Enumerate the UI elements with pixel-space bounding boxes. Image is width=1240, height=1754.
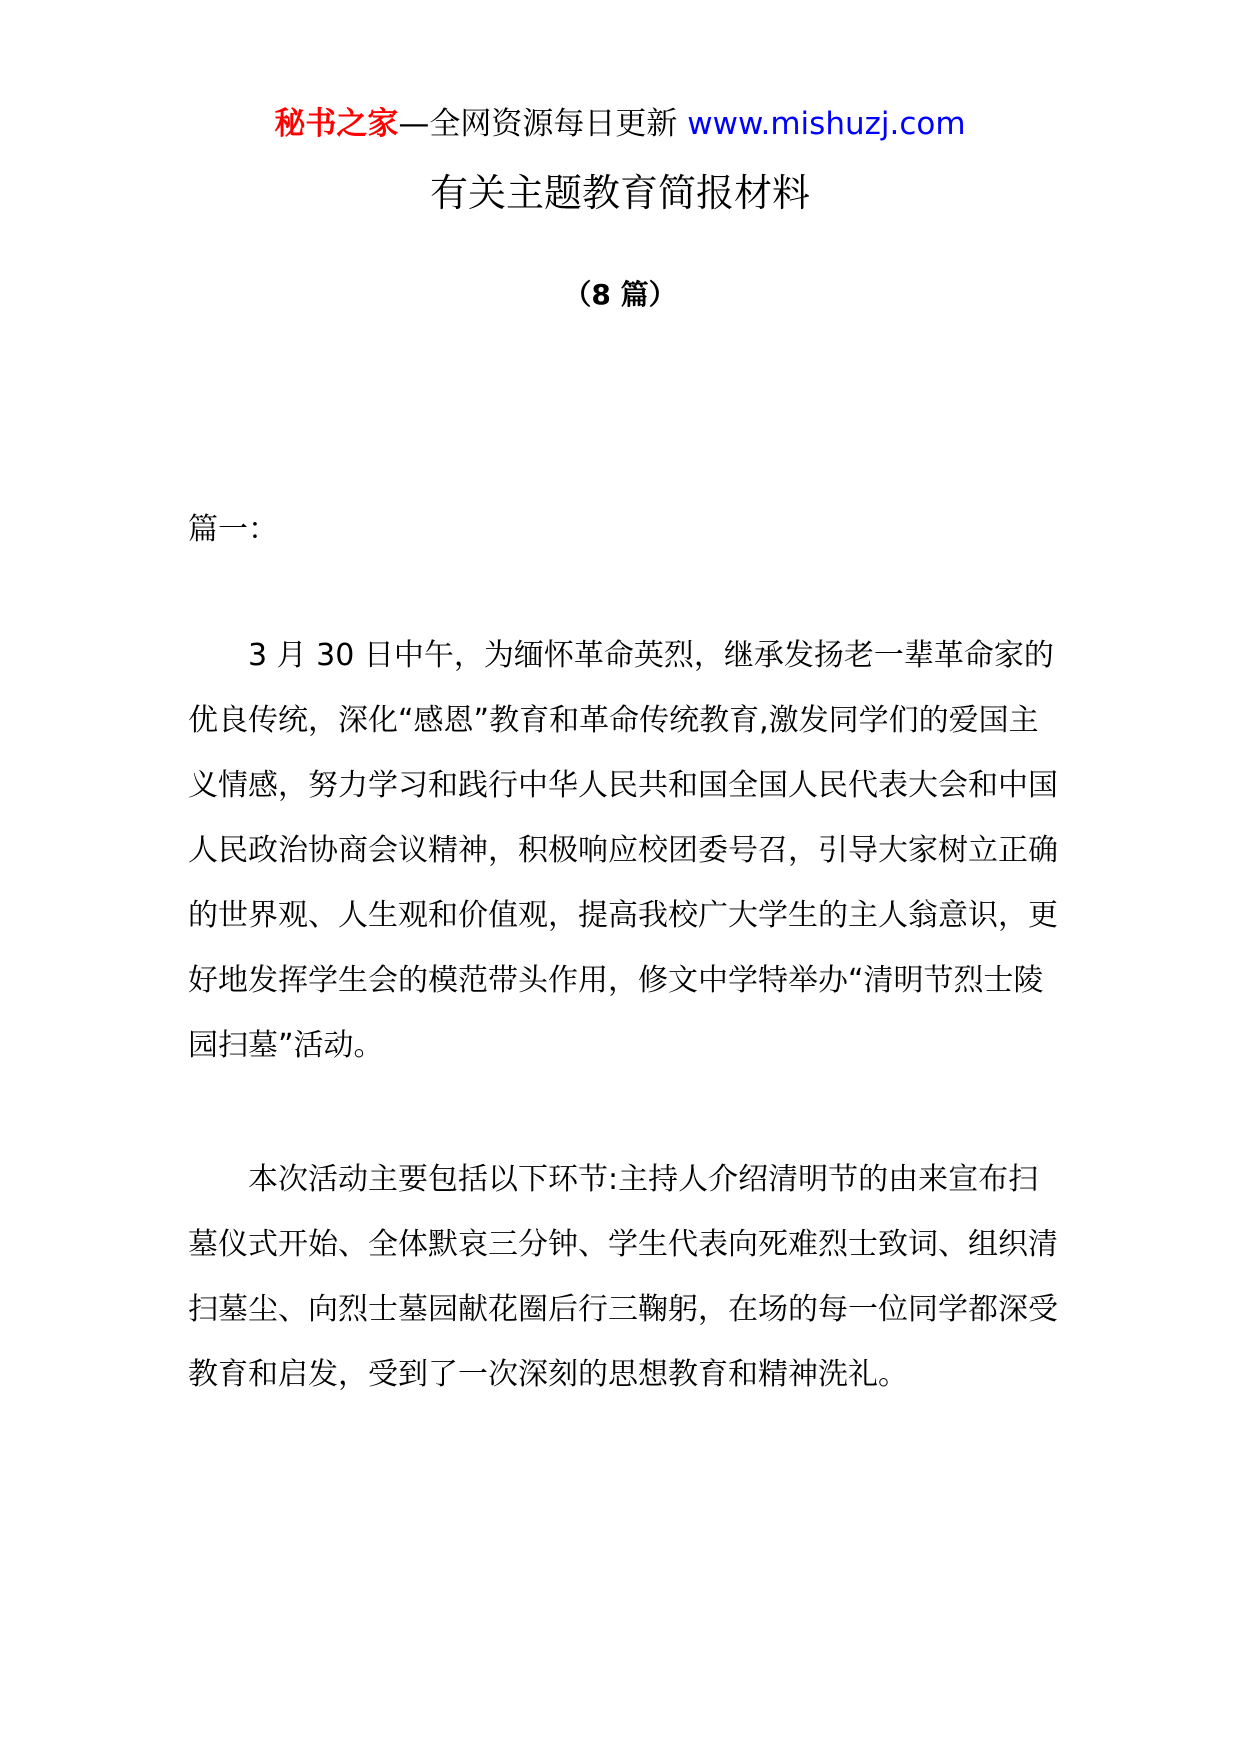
site-url-link[interactable]: www.mishuzj.com (687, 106, 966, 142)
body-paragraph-2: 本次活动主要包括以下环节:主持人介绍清明节的由来宣布扫墓仪式开始、全体默哀三分钟、学生代表向死难烈士致词、组织清扫墓尘、向烈士墓园献花圈后行三鞠躬，在场的每一位同学都深受教育和启发，受到了一次深刻的思想教育和精神洗礼。 (188, 1162, 1058, 1392)
section-heading: 篇一： (188, 512, 278, 547)
site-brand: 秘书之家 (274, 106, 399, 142)
body-paragraph-1: 3 月 30 日中午，为缅怀革命英烈，继承发扬老一辈革命家的优良传统，深化“感恩”教育和革命传统教育,激发同学们的爱国主义情感，努力学习和践行中华人民共和国全国人民代表大会和中国人民政治协商会议精神，积极响应校团委号召，引导大家树立正确的世界观、人生观和价值观，提高我校广大学生的主人翁意识，更好地发挥学生会的模范带头作用，修文中学特举办“清明节烈士陵园扫墓”活动。 (188, 638, 1058, 1063)
site-header (0, 100, 1240, 148)
document-title: 有关主题教育简报材料 (429, 171, 810, 215)
site-slogan: —全网资源每日更新 (398, 106, 688, 142)
document-count: （8 篇） (563, 278, 677, 311)
